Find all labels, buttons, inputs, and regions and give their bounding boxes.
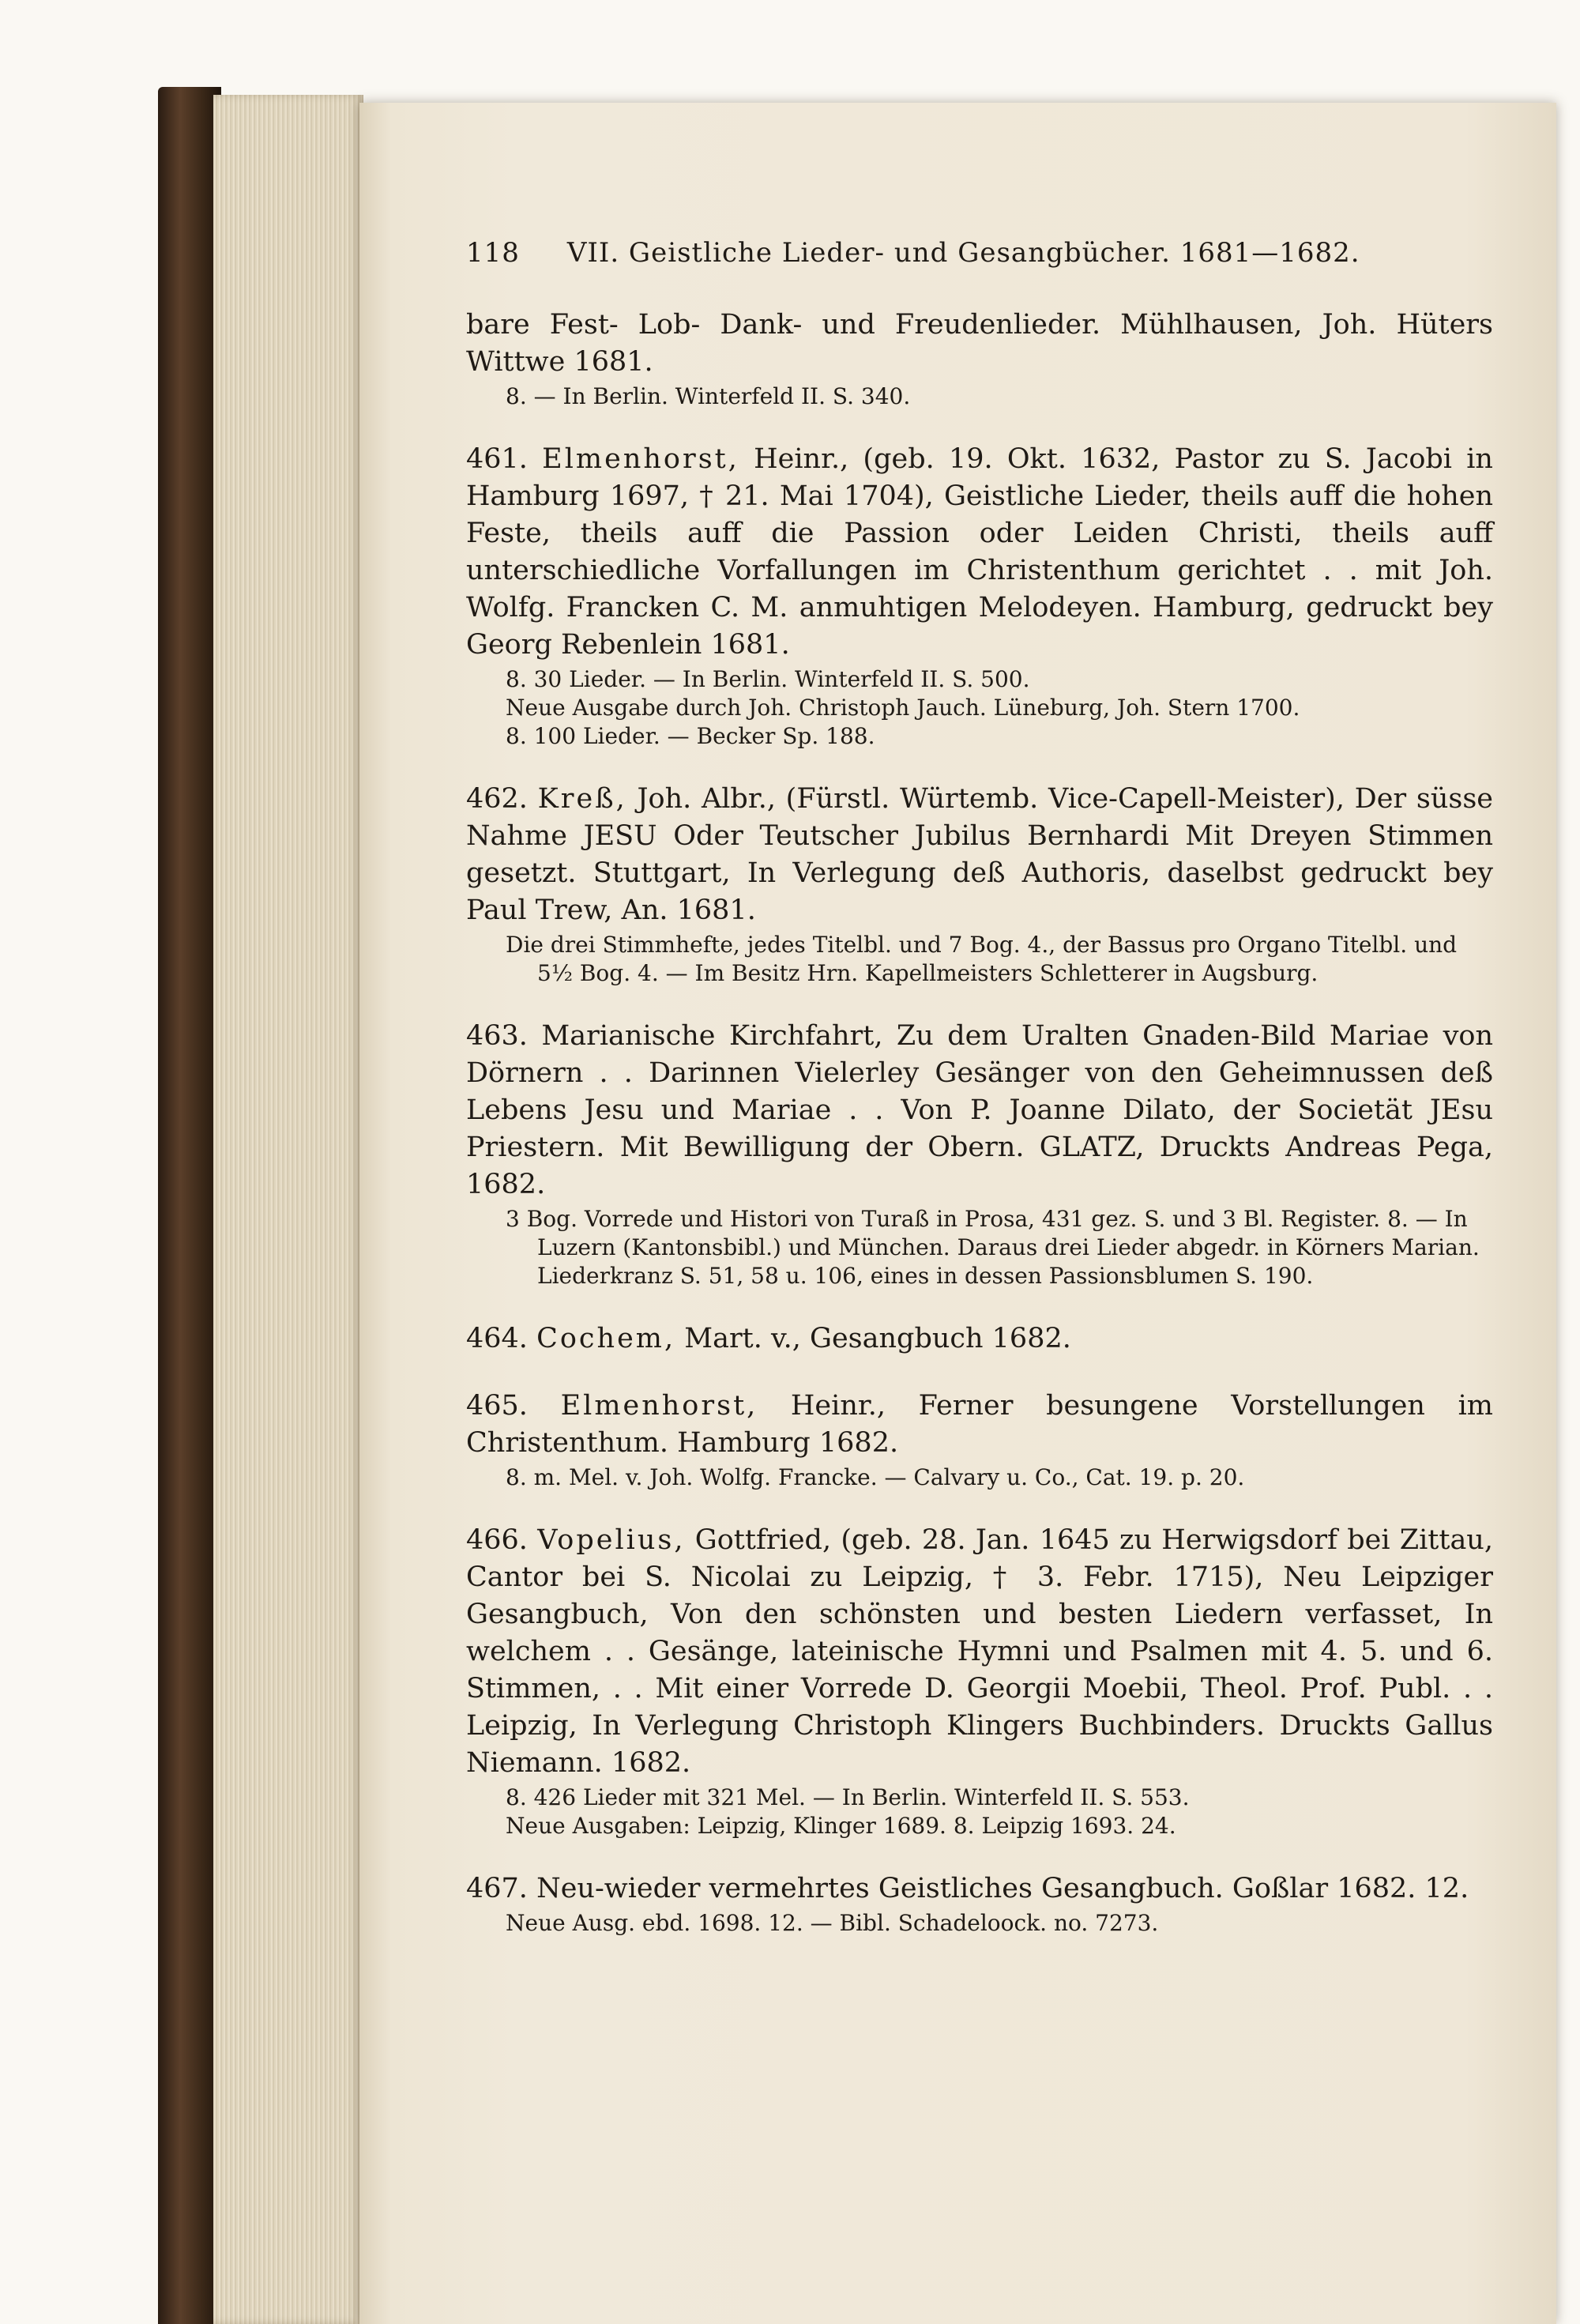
entry-467	[466, 1870, 1493, 1938]
entry-number: 465.	[466, 1390, 528, 1422]
entry-note: 8. 100 Lieder. — Becker Sp. 188.	[506, 723, 875, 749]
page-number: 118	[466, 237, 520, 269]
entry-text: 461. Elmenhorst, Heinr., (geb. 19. Okt. 1632, Pastor zu S. Jacobi in Hamburg 1697, † 21. Mai 1704), Geistliche Lieder, theils auff die hohen Feste, theils auff die Passion oder Leiden Christi, theils auff unterschiedliche Vorfallungen im Christenthum gerichtet . . mit Joh. Wolfg. Francken C. M. anmuhtigen Melodeyen. Hamburg, gedruckt bey Georg Rebenlein 1681.	[466, 443, 1493, 661]
running-head-title: VII. Geistliche Lieder- und Gesangbücher. 1681—1682.	[566, 237, 1360, 269]
entry-note: 8. 30 Lieder. — In Berlin. Winterfeld II. S. 500.	[506, 666, 1030, 692]
entry-notes	[466, 1783, 1493, 1840]
entry-text: bare Fest- Lob- Dank- und Freudenlieder. Mühlhausen, Joh. Hüters Wittwe 1681.	[466, 309, 1493, 378]
entry-text: 463. Marianische Kirchfahrt, Zu dem Uralten Gnaden-Bild Mariae von Dörnern . . Darinnen Vielerley Gesänger von den Geheimnussen deß Lebens Jesu und Mariae . . Von P. Joanne Dilato, der Societät JEsu Priestern. Mit Bewilligung der Obern. GLATZ, Druckts Andreas Pega, 1682.	[466, 1020, 1493, 1200]
entry-number: 466.	[466, 1524, 528, 1556]
entry-number: 462.	[466, 783, 528, 815]
entry-author: Vopelius,	[537, 1524, 686, 1556]
entry-note: Neue Ausgaben: Leipzig, Klinger 1689. 8. Leipzig 1693. 24.	[506, 1813, 1176, 1839]
entry-text: 465. Elmenhorst, Heinr., Ferner besungene Vorstellungen im Christenthum. Hamburg 1682.	[466, 1390, 1493, 1459]
entry-text: 462. Kreß, Joh. Albr., (Fürstl. Würtemb. Vice-Capell-Meister), Der süsse Nahme JESU Oder Teutscher Jubilus Bernhardi Mit Dreyen Stimmen gesetzt. Stuttgart, In Verlegung deß Authoris, daselbst gedruckt bey Paul Trew, An. 1681.	[466, 783, 1493, 926]
entry-note: 3 Bog. Vorrede und Histori von Turaß in Prosa, 431 gez. S. und 3 Bl. Register. 8. — In Luzern (Kantonsbibl.) und München. Daraus drei Lieder abgedr. in Körners Marian. Liederkranz S. 51, 58 u. 106, eines in dessen Passionsblumen S. 190.	[506, 1206, 1480, 1289]
entry-462	[466, 781, 1493, 988]
page-content	[466, 237, 1493, 1968]
entry-466	[466, 1522, 1493, 1840]
entry-author: Cochem,	[536, 1323, 676, 1354]
entry-notes	[466, 1463, 1493, 1492]
entry-number: 467.	[466, 1873, 528, 1904]
entry-461	[466, 441, 1493, 751]
entry-author: Elmenhorst,	[542, 443, 739, 475]
page-edges	[213, 95, 363, 2324]
entry-note: 8. — In Berlin. Winterfeld II. S. 340.	[506, 383, 911, 409]
book-spine	[158, 87, 221, 2324]
entry-text: 466. Vopelius, Gottfried, (geb. 28. Jan. 1645 zu Herwigsdorf bei Zittau, Cantor bei S. Nicolai zu Leipzig, † 3. Febr. 1715), Neu Leipziger Gesangbuch, Von den schönsten und besten Liedern verfasset, In welchem . . Gesänge, lateinische Hymni und Psalmen mit 4. 5. und 6. Stimmen, . . Mit einer Vorrede D. Georgii Moebii, Theol. Prof. Publ. . . Leipzig, In Verlegung Christoph Klingers Buchbinders. Druckts Gallus Niemann. 1682.	[466, 1524, 1493, 1779]
entry-text: 464. Cochem, Mart. v., Gesangbuch 1682.	[466, 1323, 1071, 1354]
entry-notes	[466, 665, 1493, 751]
entry-note: 8. 426 Lieder mit 321 Mel. — In Berlin. Winterfeld II. S. 553.	[506, 1784, 1190, 1810]
entry-notes	[466, 1909, 1493, 1938]
entry-number: 463.	[466, 1020, 528, 1052]
entry-notes	[466, 931, 1493, 988]
entry-notes	[466, 382, 1493, 411]
entry-number: 464.	[466, 1323, 528, 1354]
entry-note: Die drei Stimmhefte, jedes Titelbl. und 7 Bog. 4., der Bassus pro Organo Titelbl. und 5½ Bog. 4. — Im Besitz Hrn. Kapellmeisters Schletterer in Augsburg.	[506, 932, 1458, 986]
entry-note: Neue Ausgabe durch Joh. Christoph Jauch. Lüneburg, Joh. Stern 1700.	[506, 695, 1300, 721]
book-page	[359, 103, 1556, 2324]
entry-continued	[466, 307, 1493, 411]
running-head	[466, 237, 1493, 269]
entry-note: 8. m. Mel. v. Joh. Wolfg. Francke. — Calvary u. Co., Cat. 19. p. 20.	[506, 1464, 1245, 1490]
entry-author: Elmenhorst,	[560, 1390, 758, 1422]
entry-note: Neue Ausg. ebd. 1698. 12. — Bibl. Schadeloock. no. 7273.	[506, 1910, 1159, 1936]
entry-number: 461.	[466, 443, 528, 475]
entry-text: 467. Neu-wieder vermehrtes Geistliches Gesangbuch. Goßlar 1682. 12.	[466, 1873, 1469, 1904]
entry-notes	[466, 1205, 1493, 1290]
entry-464	[466, 1320, 1493, 1358]
entry-463	[466, 1018, 1493, 1290]
entry-author: Kreß,	[537, 783, 627, 815]
entry-465	[466, 1388, 1493, 1492]
